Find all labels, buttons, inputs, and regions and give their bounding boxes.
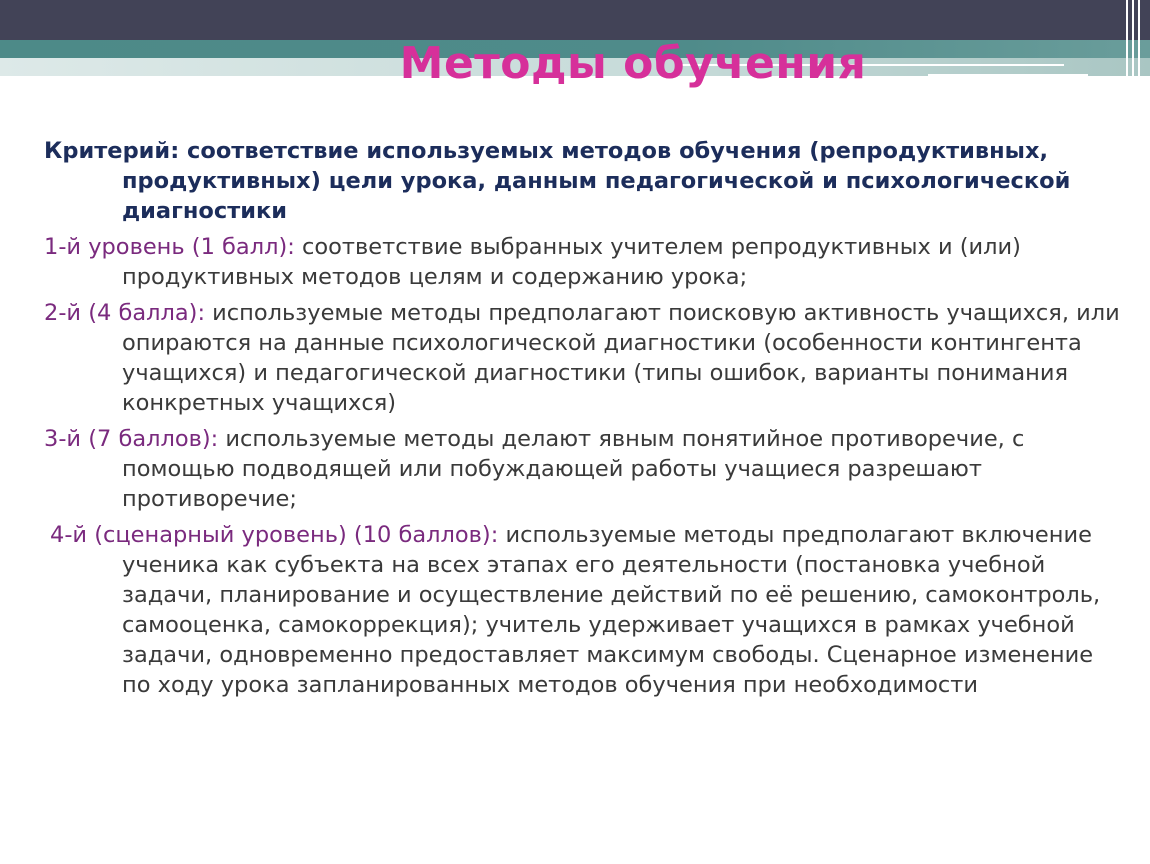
- level-3-text: используемые методы делают явным понятийное противоречие, с помощью подводящей или побуждающей работы учащиеся разрешают противоречие;: [122, 426, 1025, 512]
- level-4-paragraph: [44, 520, 1124, 700]
- level-2-paragraph: [44, 298, 1124, 418]
- level-3-lead: 3-й (7 баллов):: [44, 426, 219, 452]
- level-1-text: соответствие выбранных учителем репродуктивных и (или) продуктивных методов целям и содержанию урока;: [122, 234, 1021, 290]
- criterion-paragraph: Критерий: соответствие используемых методов обучения (репродуктивных, продуктивных) цели урока, данным педагогической и психологической диагностики: [44, 138, 1071, 224]
- level-1-paragraph: [44, 232, 1124, 292]
- level-2-lead: 2-й (4 балла):: [44, 300, 206, 326]
- level-4-text: используемые методы предполагают включение ученика как субъекта на всех этапах его деятельности (постановка учебной задачи, планирование и осуществление действий по её решению, самоконтроль, самооценка, самокоррекция); учитель удерживает учащихся в рамках учебной задачи, одновременно предоставляет максимум свободы. Сценарное изменение по ходу урока запланированных методов обучения при необходимости: [122, 522, 1101, 698]
- level-1-lead: 1-й уровень (1 балл):: [44, 234, 295, 260]
- slide-content: [44, 136, 1124, 706]
- slide-title: Методы обучения: [399, 38, 867, 89]
- level-4-lead: 4-й (сценарный уровень) (10 баллов):: [50, 522, 499, 548]
- level-2-text: используемые методы предполагают поисковую активность учащихся, или опираются на данные психологической диагностики (особенности контингента учащихся) и педагогической диагностики (типы ошибок, варианты понимания конкретных учащихся): [122, 300, 1120, 416]
- header-band-dark: [0, 0, 1150, 40]
- level-3-paragraph: [44, 424, 1124, 514]
